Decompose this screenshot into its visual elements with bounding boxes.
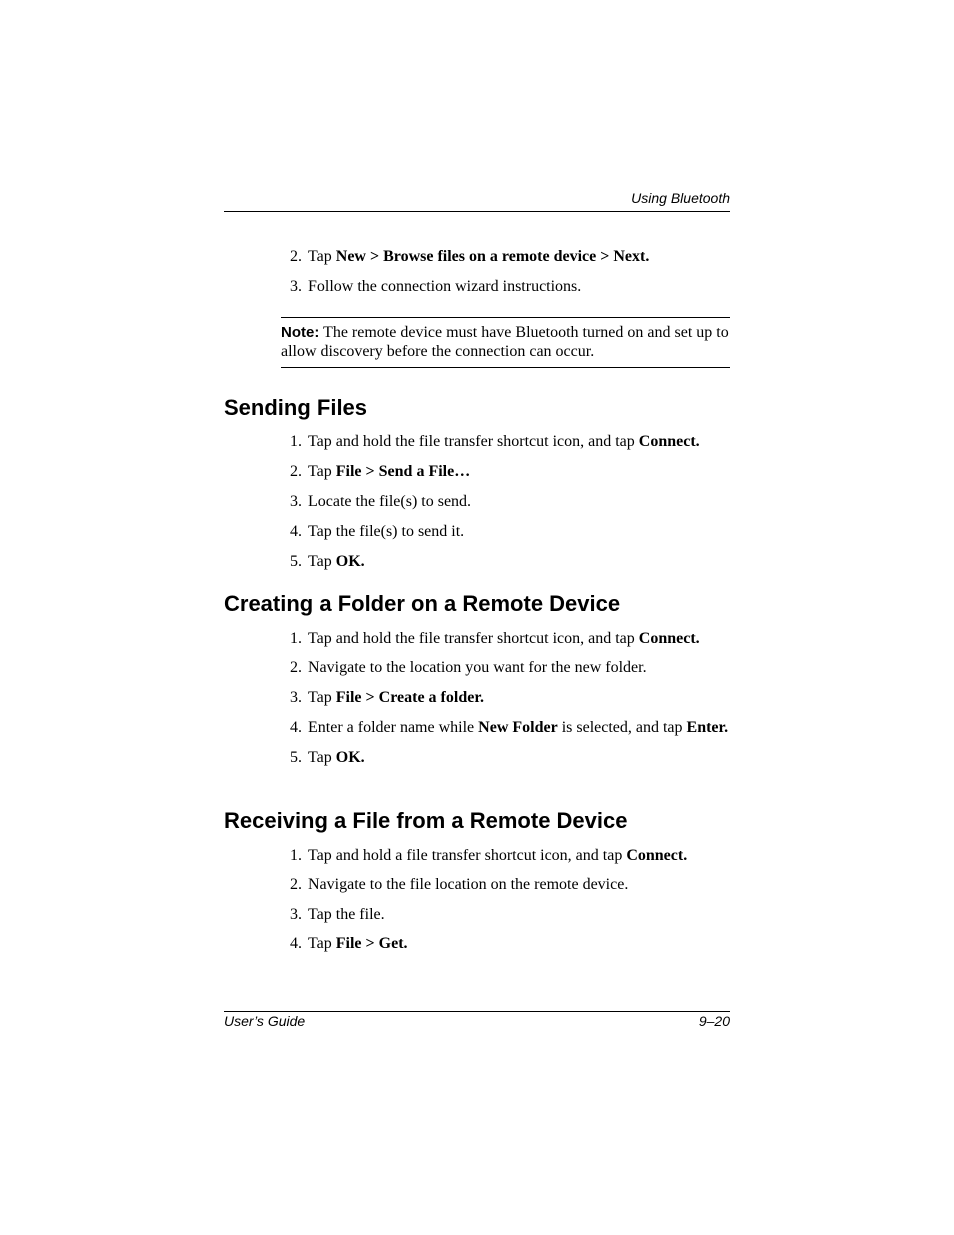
step-item: 1. Tap and hold the file transfer shortcut icon, and tap Connect. [290, 433, 700, 450]
step-number: 4. [290, 935, 302, 952]
step-number: 2. [290, 463, 302, 480]
running-header: Using Bluetooth [631, 190, 730, 206]
step-number: 1. [290, 433, 302, 450]
step-number: 4. [290, 719, 302, 736]
step-number: 3. [290, 493, 302, 510]
sending-files-steps [281, 432, 730, 572]
step-item: 1. Tap and hold a file transfer shortcut icon, and tap Connect. [290, 847, 688, 864]
step-item: 2. Tap File > Send a File… [290, 463, 471, 480]
receiving-file-steps [281, 846, 730, 954]
step-item: 4. Enter a folder name while New Folder is selected, and tap Enter. [290, 719, 729, 736]
step-item: 3. Tap the file. [290, 906, 385, 923]
step-item: 4. Tap File > Get. [290, 935, 408, 952]
header-rule [224, 211, 730, 212]
step-number: 4. [290, 523, 302, 540]
note-box [281, 317, 730, 368]
step-number: 2. [290, 876, 302, 893]
page-number: 9–20 [698, 1013, 730, 1029]
creating-folder-steps [281, 629, 730, 768]
step-item: 5. Tap OK. [290, 553, 365, 570]
step-item: 3. Locate the file(s) to send. [290, 493, 472, 510]
section-title-creating-folder: Creating a Folder on a Remote Device [224, 591, 621, 616]
step-item: 3. Follow the connection wizard instructions. [290, 278, 582, 295]
note-label: Note: [281, 324, 320, 341]
step-item: 5. Tap OK. [290, 749, 365, 766]
step-number: 1. [290, 847, 302, 864]
note-text: The remote device must have Bluetooth turned on and set up to allow discovery before the connection can occur. [281, 324, 729, 360]
footer-rule [224, 1011, 730, 1012]
step-number: 5. [290, 749, 302, 766]
step-item: 2. Navigate to the location you want for the new folder. [290, 659, 647, 676]
footer-guide-title: User’s Guide [224, 1013, 306, 1029]
section-title-sending-files: Sending Files [224, 395, 368, 420]
step-number: 2. [290, 248, 302, 265]
step-number: 5. [290, 553, 302, 570]
step-number: 1. [290, 630, 302, 647]
ui-path: New > Browse files on a remote device > Next. [335, 248, 650, 265]
step-item: 2. Tap New > Browse files on a remote device > Next. [290, 248, 650, 265]
step-item: 2. Navigate to the file location on the remote device. [290, 876, 629, 893]
section-title-receiving-file: Receiving a File from a Remote Device [224, 808, 628, 833]
step-item: 4. Tap the file(s) to send it. [290, 523, 465, 540]
step-number: 2. [290, 659, 302, 676]
step-item: 1. Tap and hold the file transfer shortcut icon, and tap Connect. [290, 630, 700, 647]
step-number: 3. [290, 689, 302, 706]
step-number: 3. [290, 906, 302, 923]
intro-step-list [281, 247, 730, 297]
step-item: 3. Tap File > Create a folder. [290, 689, 484, 706]
step-number: 3. [290, 278, 302, 295]
